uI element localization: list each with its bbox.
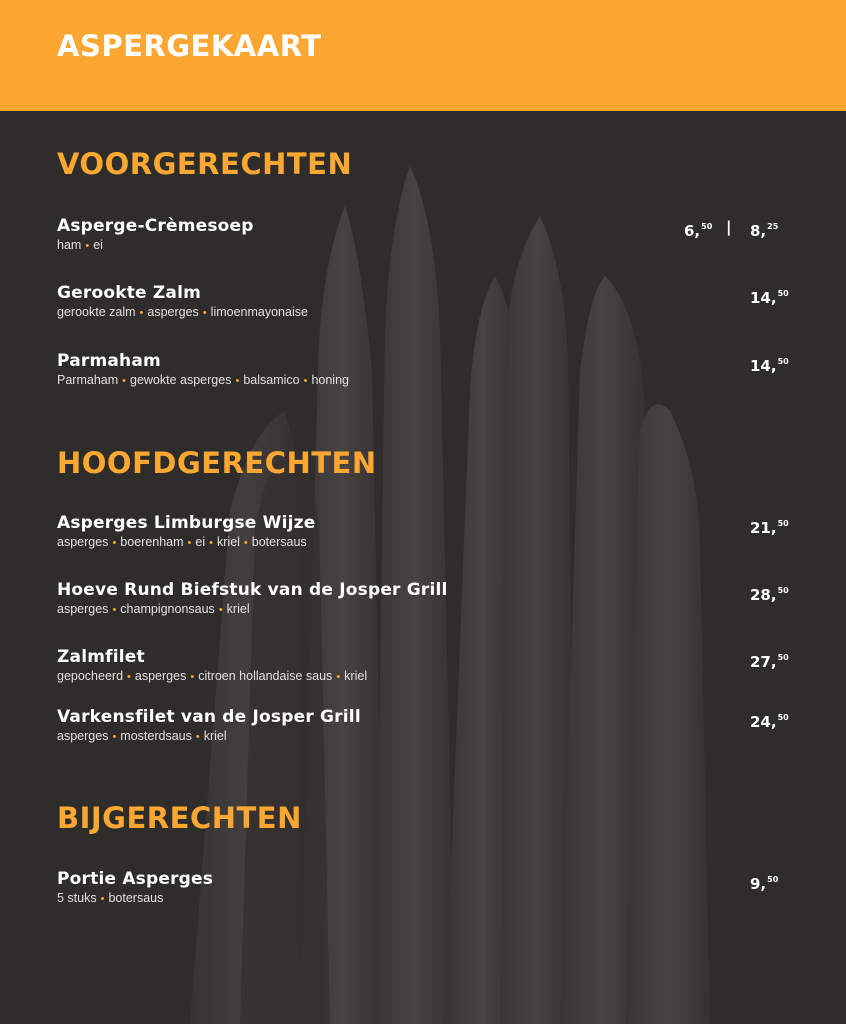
menu-item-gerookte-zalm xyxy=(57,283,797,323)
price-cents: 50 xyxy=(777,519,789,528)
menu-item-varkensfilet xyxy=(57,707,797,747)
item-name: Zalmfilet xyxy=(57,647,145,667)
item-name: Portie Asperges xyxy=(57,869,214,889)
bullet-icon: • xyxy=(235,375,240,387)
item-ingredients xyxy=(57,534,307,551)
ingredient: mosterdsaus xyxy=(120,729,192,743)
item-price xyxy=(750,709,789,731)
item-ingredients xyxy=(57,372,349,389)
page-title: ASPERGEKAART xyxy=(57,29,322,63)
item-ingredients xyxy=(57,601,250,618)
ingredient: botersaus xyxy=(251,535,307,549)
ingredient: asperges xyxy=(57,729,109,743)
price-cents: 25 xyxy=(767,222,779,231)
ingredient: kriel xyxy=(344,669,368,683)
ingredient: kriel xyxy=(203,729,227,743)
item-price xyxy=(750,649,789,671)
price-separator-text: | xyxy=(726,218,732,236)
item-price xyxy=(684,218,712,240)
item-price xyxy=(750,285,789,307)
ingredient: kriel xyxy=(226,602,250,616)
bullet-icon: • xyxy=(85,240,90,252)
ingredient: ei xyxy=(93,238,103,252)
price-cents: 50 xyxy=(777,289,789,298)
price-cents: 50 xyxy=(767,875,779,884)
menu-item-parmaham xyxy=(57,351,797,391)
price-euros: 27, xyxy=(750,653,777,671)
menu-item-zalmfilet xyxy=(57,647,797,687)
item-ingredients xyxy=(57,890,163,907)
ingredient: kriel xyxy=(217,535,240,549)
ingredient: ham xyxy=(57,238,82,252)
ingredient: citroen hollandaise saus xyxy=(198,669,333,683)
bullet-icon: • xyxy=(112,537,117,549)
item-price xyxy=(750,353,789,375)
section-title-bijgerechten: BIJGERECHTEN xyxy=(57,801,302,835)
item-name: Parmaham xyxy=(57,351,161,371)
bullet-icon: • xyxy=(187,537,192,549)
menu-item-asperges-limburgse-wijze xyxy=(57,513,797,553)
header-bar xyxy=(0,0,846,111)
item-price xyxy=(750,582,789,604)
ingredient: asperges xyxy=(57,602,109,616)
ingredient: 5 stuks xyxy=(57,891,97,905)
price-euros: 6, xyxy=(684,222,701,240)
bullet-icon: • xyxy=(243,537,248,549)
section-title-voorgerechten: VOORGERECHTEN xyxy=(57,147,353,181)
ingredient: boerenham xyxy=(120,535,184,549)
price-euros: 21, xyxy=(750,519,777,537)
bullet-icon: • xyxy=(139,307,144,319)
bullet-icon: • xyxy=(218,604,223,616)
bullet-icon: • xyxy=(100,893,105,905)
item-name: Varkensfilet van de Josper Grill xyxy=(57,707,361,727)
item-ingredients xyxy=(57,668,367,685)
ingredient: asperges xyxy=(134,669,187,683)
menu-item-asperge-cremesoep xyxy=(57,216,797,256)
price-euros: 8, xyxy=(750,222,767,240)
bullet-icon: • xyxy=(112,731,117,743)
ingredient: asperges xyxy=(147,305,199,319)
ingredient: botersaus xyxy=(108,891,164,905)
item-price-large xyxy=(750,218,778,240)
ingredient: Parmaham xyxy=(57,373,119,387)
price-cents: 50 xyxy=(777,586,789,595)
bullet-icon: • xyxy=(112,604,117,616)
ingredient: asperges xyxy=(57,535,109,549)
ingredient: gepocheerd xyxy=(57,669,124,683)
item-ingredients xyxy=(57,304,308,321)
section-title-hoofdgerechten: HOOFDGERECHTEN xyxy=(57,446,377,480)
price-euros: 28, xyxy=(750,586,777,604)
price-cents: 50 xyxy=(777,653,789,662)
price-euros: 9, xyxy=(750,875,767,893)
item-price xyxy=(750,515,789,537)
item-name: Asperges Limburgse Wijze xyxy=(57,513,316,533)
ingredient: champignonsaus xyxy=(120,602,215,616)
bullet-icon: • xyxy=(202,307,207,319)
menu-item-portie-asperges xyxy=(57,869,797,909)
item-name: Asperge-Crèmesoep xyxy=(57,216,254,236)
bullet-icon: • xyxy=(195,731,200,743)
menu-item-hoeve-rund-biefstuk xyxy=(57,580,797,620)
ingredient: balsamico xyxy=(243,373,300,387)
price-cents: 50 xyxy=(701,222,713,231)
ingredient: gewokte asperges xyxy=(130,373,232,387)
price-cents: 50 xyxy=(777,713,789,722)
bullet-icon: • xyxy=(190,671,195,683)
price-euros: 24, xyxy=(750,713,777,731)
ingredient: ei xyxy=(195,535,206,549)
bullet-icon: • xyxy=(336,671,341,683)
bullet-icon: • xyxy=(122,375,126,387)
price-euros: 14, xyxy=(750,357,777,375)
bullet-icon: • xyxy=(127,671,131,683)
item-name: Hoeve Rund Biefstuk van de Josper Grill xyxy=(57,580,448,600)
ingredient: limoenmayonaise xyxy=(210,305,308,319)
item-ingredients xyxy=(57,728,227,745)
bullet-icon: • xyxy=(209,537,213,549)
price-euros: 14, xyxy=(750,289,777,307)
ingredient: honing xyxy=(311,373,349,387)
item-name: Gerookte Zalm xyxy=(57,283,202,303)
item-price xyxy=(750,871,778,893)
ingredient: gerookte zalm xyxy=(57,305,136,319)
bullet-icon: • xyxy=(303,375,308,387)
item-ingredients xyxy=(57,237,103,254)
price-separator xyxy=(726,218,731,236)
price-cents: 50 xyxy=(777,357,789,366)
